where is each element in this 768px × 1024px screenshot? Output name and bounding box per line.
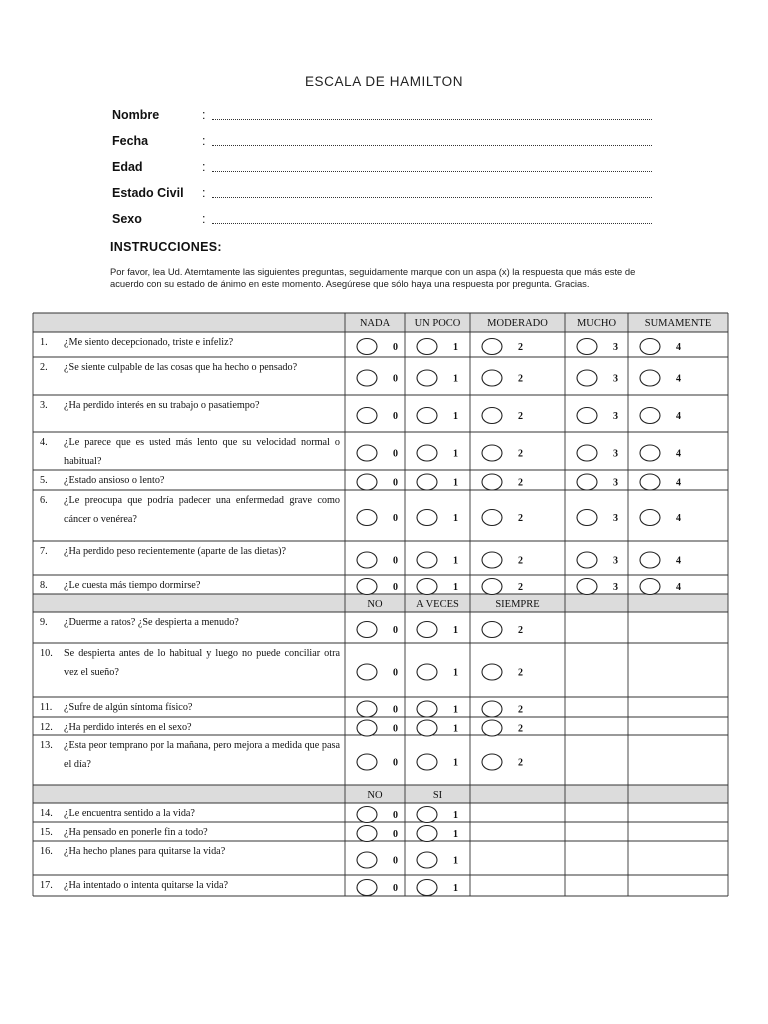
answer-value: 1 bbox=[453, 448, 458, 460]
column-header: NO bbox=[367, 790, 383, 801]
answer-value: 3 bbox=[613, 342, 618, 353]
question-text: ¿Ha perdido peso recientemente (aparte de las dietas)? bbox=[64, 546, 287, 557]
answer-option-circle[interactable] bbox=[417, 826, 437, 842]
answer-option-circle[interactable] bbox=[640, 579, 660, 595]
answer-value: 1 bbox=[453, 704, 458, 716]
question-number: 1. bbox=[40, 337, 48, 348]
answer-value: 0 bbox=[393, 829, 398, 840]
answer-value: 3 bbox=[613, 448, 618, 460]
column-header: A VECES bbox=[416, 599, 459, 610]
answer-option-circle[interactable] bbox=[577, 445, 597, 461]
answer-option-circle[interactable] bbox=[357, 510, 377, 526]
answer-option-circle[interactable] bbox=[417, 510, 437, 526]
answer-option-circle[interactable] bbox=[357, 622, 377, 638]
answer-value: 1 bbox=[453, 625, 458, 636]
answer-value: 4 bbox=[676, 448, 681, 460]
answer-value: 0 bbox=[393, 625, 398, 636]
answer-value: 1 bbox=[453, 667, 458, 679]
answer-option-circle[interactable] bbox=[357, 852, 377, 868]
column-header: MUCHO bbox=[576, 318, 617, 329]
answer-option-circle[interactable] bbox=[640, 408, 660, 424]
answer-option-circle[interactable] bbox=[357, 552, 377, 568]
answer-option-circle[interactable] bbox=[357, 880, 377, 896]
field-label: Edad bbox=[112, 160, 143, 174]
answer-option-circle[interactable] bbox=[417, 852, 437, 868]
answer-value: 2 bbox=[518, 723, 523, 735]
question-text: ¿Ha perdido interés en el sexo? bbox=[64, 722, 192, 733]
question-text: ¿Le parece que es usted más lento que su velocidad normal o habitual? bbox=[64, 437, 340, 467]
answer-option-circle[interactable] bbox=[417, 664, 437, 680]
field-colon: : bbox=[202, 212, 206, 226]
question-text: ¿Le preocupa que podría padecer una enfermedad grave como cáncer o venérea? bbox=[64, 495, 340, 525]
answer-option-circle[interactable] bbox=[417, 754, 437, 770]
answer-option-circle[interactable] bbox=[577, 339, 597, 355]
field-label: Fecha bbox=[112, 134, 149, 148]
answer-value: 0 bbox=[393, 477, 398, 489]
question-number: 12. bbox=[40, 722, 53, 733]
question-text: ¿Le encuentra sentido a la vida? bbox=[64, 808, 195, 819]
question-number: 3. bbox=[40, 400, 48, 411]
answer-option-circle[interactable] bbox=[417, 552, 437, 568]
question-text: ¿Me siento decepcionado, triste e infeliz? bbox=[64, 337, 234, 348]
answer-option-circle[interactable] bbox=[357, 579, 377, 595]
answer-option-circle[interactable] bbox=[482, 552, 502, 568]
answer-value: 0 bbox=[393, 448, 398, 460]
answer-value: 0 bbox=[393, 810, 398, 821]
answer-option-circle[interactable] bbox=[577, 552, 597, 568]
answer-option-circle[interactable] bbox=[577, 510, 597, 526]
answer-option-circle[interactable] bbox=[482, 510, 502, 526]
column-header: MODERADO bbox=[487, 318, 548, 329]
answer-value: 1 bbox=[453, 373, 458, 385]
answer-value: 1 bbox=[453, 555, 458, 567]
answer-option-circle[interactable] bbox=[482, 754, 502, 770]
question-text: ¿Ha perdido interés en su trabajo o pasatiempo? bbox=[64, 400, 260, 411]
field-colon: : bbox=[202, 160, 206, 174]
column-header: NO bbox=[367, 599, 383, 610]
answer-option-circle[interactable] bbox=[417, 622, 437, 638]
answer-option-circle[interactable] bbox=[357, 664, 377, 680]
question-number: 9. bbox=[40, 617, 48, 628]
answer-value: 0 bbox=[393, 513, 398, 524]
page-title: ESCALA DE HAMILTON bbox=[304, 74, 464, 89]
answer-value: 4 bbox=[676, 342, 681, 353]
answer-option-circle[interactable] bbox=[640, 510, 660, 526]
question-number: 16. bbox=[40, 846, 53, 857]
answer-value: 4 bbox=[676, 373, 681, 385]
question-text: ¿Se siente culpable de las cosas que ha hecho o pensado? bbox=[64, 362, 298, 373]
answer-value: 2 bbox=[518, 582, 523, 593]
question-text: ¿Le cuesta más tiempo dormirse? bbox=[64, 580, 201, 591]
column-header: SI bbox=[432, 790, 443, 801]
answer-option-circle[interactable] bbox=[482, 474, 502, 490]
answer-option-circle[interactable] bbox=[417, 807, 437, 823]
answer-value: 2 bbox=[518, 667, 523, 679]
answer-option-circle[interactable] bbox=[417, 339, 437, 355]
answer-value: 3 bbox=[613, 373, 618, 385]
answer-value: 4 bbox=[676, 513, 681, 524]
answer-value: 1 bbox=[453, 513, 458, 524]
answer-value: 3 bbox=[613, 582, 618, 593]
answer-value: 2 bbox=[518, 448, 523, 460]
answer-value: 2 bbox=[518, 513, 523, 524]
question-number: 4. bbox=[40, 437, 48, 448]
answer-option-circle[interactable] bbox=[577, 474, 597, 490]
answer-option-circle[interactable] bbox=[482, 445, 502, 461]
answer-option-circle[interactable] bbox=[357, 445, 377, 461]
answer-value: 2 bbox=[518, 411, 523, 422]
answer-value: 1 bbox=[453, 810, 458, 821]
answer-value: 1 bbox=[453, 477, 458, 489]
answer-option-circle[interactable] bbox=[357, 754, 377, 770]
question-number: 8. bbox=[40, 580, 48, 591]
question-text: ¿Ha intentado o intenta quitarse la vida? bbox=[64, 880, 229, 891]
instructions-title: INSTRUCCIONES: bbox=[110, 240, 222, 254]
answer-option-circle[interactable] bbox=[482, 370, 502, 386]
question-text: ¿Duerme a ratos? ¿Se despierta a menudo? bbox=[64, 617, 239, 628]
answer-value: 3 bbox=[613, 555, 618, 567]
answer-option-circle[interactable] bbox=[640, 370, 660, 386]
answer-option-circle[interactable] bbox=[417, 701, 437, 717]
answer-value: 0 bbox=[393, 757, 398, 769]
answer-value: 2 bbox=[518, 373, 523, 385]
answer-value: 2 bbox=[518, 625, 523, 636]
answer-option-circle[interactable] bbox=[577, 579, 597, 595]
answer-value: 1 bbox=[453, 829, 458, 840]
column-header: SIEMPRE bbox=[495, 599, 540, 610]
question-text: ¿Estado ansioso o lento? bbox=[64, 475, 165, 486]
answer-value: 3 bbox=[613, 477, 618, 489]
answer-value: 2 bbox=[518, 704, 523, 716]
field-colon: : bbox=[202, 108, 206, 122]
answer-value: 0 bbox=[393, 582, 398, 593]
answer-value: 0 bbox=[393, 342, 398, 353]
question-number: 2. bbox=[40, 362, 48, 373]
answer-option-circle[interactable] bbox=[577, 408, 597, 424]
answer-value: 0 bbox=[393, 883, 398, 894]
answer-value: 1 bbox=[453, 757, 458, 769]
answer-option-circle[interactable] bbox=[482, 664, 502, 680]
answer-value: 3 bbox=[613, 411, 618, 422]
answer-value: 2 bbox=[518, 342, 523, 353]
answer-option-circle[interactable] bbox=[357, 701, 377, 717]
column-header: NADA bbox=[359, 318, 391, 329]
answer-option-circle[interactable] bbox=[357, 807, 377, 823]
answer-value: 1 bbox=[453, 342, 458, 353]
answer-option-circle[interactable] bbox=[482, 720, 502, 736]
instructions-text: Por favor, lea Ud. Atemtamente las siguientes preguntas, seguidamente marque con un aspa (x) la respuesta que más este de acuerdo con su estado de ánimo en este momento. Asegúrese que sólo haya una respuesta por pregunta. Gracias. bbox=[110, 266, 636, 289]
answer-value: 3 bbox=[613, 513, 618, 524]
answer-option-circle[interactable] bbox=[417, 880, 437, 896]
question-text: ¿Ha pensado en ponerle fin a todo? bbox=[64, 827, 208, 838]
column-header: SUMAMENTE bbox=[644, 318, 712, 329]
answer-value: 1 bbox=[453, 582, 458, 593]
question-number: 13. bbox=[40, 740, 53, 751]
answer-value: 0 bbox=[393, 667, 398, 679]
answer-option-circle[interactable] bbox=[482, 622, 502, 638]
field-label: Nombre bbox=[112, 108, 160, 122]
answer-option-circle[interactable] bbox=[417, 370, 437, 386]
answer-value: 4 bbox=[676, 477, 681, 489]
answer-option-circle[interactable] bbox=[482, 408, 502, 424]
answer-option-circle[interactable] bbox=[640, 474, 660, 490]
answer-value: 1 bbox=[453, 723, 458, 735]
question-number: 7. bbox=[40, 546, 48, 557]
question-number: 15. bbox=[40, 827, 53, 838]
question-text: ¿Sufre de algún síntoma físico? bbox=[64, 702, 193, 713]
question-number: 6. bbox=[40, 495, 48, 506]
answer-option-circle[interactable] bbox=[357, 339, 377, 355]
answer-value: 2 bbox=[518, 757, 523, 769]
answer-option-circle[interactable] bbox=[357, 720, 377, 736]
answer-value: 4 bbox=[676, 582, 681, 593]
answer-value: 4 bbox=[676, 555, 681, 567]
answer-option-circle[interactable] bbox=[640, 445, 660, 461]
answer-value: 1 bbox=[453, 411, 458, 422]
question-number: 17. bbox=[40, 880, 53, 891]
question-text: ¿Ha hecho planes para quitarse la vida? bbox=[64, 846, 226, 857]
answer-value: 1 bbox=[453, 855, 458, 867]
answer-option-circle[interactable] bbox=[640, 552, 660, 568]
answer-option-circle[interactable] bbox=[482, 701, 502, 717]
field-label: Sexo bbox=[112, 212, 142, 226]
field-colon: : bbox=[202, 186, 206, 200]
answer-option-circle[interactable] bbox=[417, 445, 437, 461]
question-number: 11. bbox=[40, 702, 53, 713]
answer-value: 4 bbox=[676, 411, 681, 422]
answer-option-circle[interactable] bbox=[640, 339, 660, 355]
answer-value: 0 bbox=[393, 555, 398, 567]
answer-option-circle[interactable] bbox=[417, 408, 437, 424]
answer-option-circle[interactable] bbox=[417, 720, 437, 736]
column-header: UN POCO bbox=[414, 318, 461, 329]
answer-option-circle[interactable] bbox=[577, 370, 597, 386]
field-colon: : bbox=[202, 134, 206, 148]
answer-option-circle[interactable] bbox=[482, 579, 502, 595]
answer-value: 2 bbox=[518, 477, 523, 489]
answer-option-circle[interactable] bbox=[417, 579, 437, 595]
question-text: ¿Esta peor temprano por la mañana, pero mejora a medida que pasa el día? bbox=[64, 740, 340, 770]
answer-value: 0 bbox=[393, 411, 398, 422]
answer-value: 0 bbox=[393, 373, 398, 385]
answer-option-circle[interactable] bbox=[417, 474, 437, 490]
answer-option-circle[interactable] bbox=[357, 474, 377, 490]
answer-option-circle[interactable] bbox=[482, 339, 502, 355]
answer-option-circle[interactable] bbox=[357, 370, 377, 386]
answer-value: 1 bbox=[453, 883, 458, 894]
answer-value: 0 bbox=[393, 704, 398, 716]
answer-value: 0 bbox=[393, 855, 398, 867]
question-number: 14. bbox=[40, 808, 53, 819]
answer-value: 2 bbox=[518, 555, 523, 567]
answer-option-circle[interactable] bbox=[357, 826, 377, 842]
question-number: 5. bbox=[40, 475, 48, 486]
answer-value: 0 bbox=[393, 723, 398, 735]
question-text: Se despierta antes de lo habitual y luego no puede conciliar otra vez el sueño? bbox=[64, 648, 340, 678]
answer-option-circle[interactable] bbox=[357, 408, 377, 424]
question-number: 10. bbox=[40, 648, 53, 659]
field-label: Estado Civil bbox=[112, 186, 184, 200]
